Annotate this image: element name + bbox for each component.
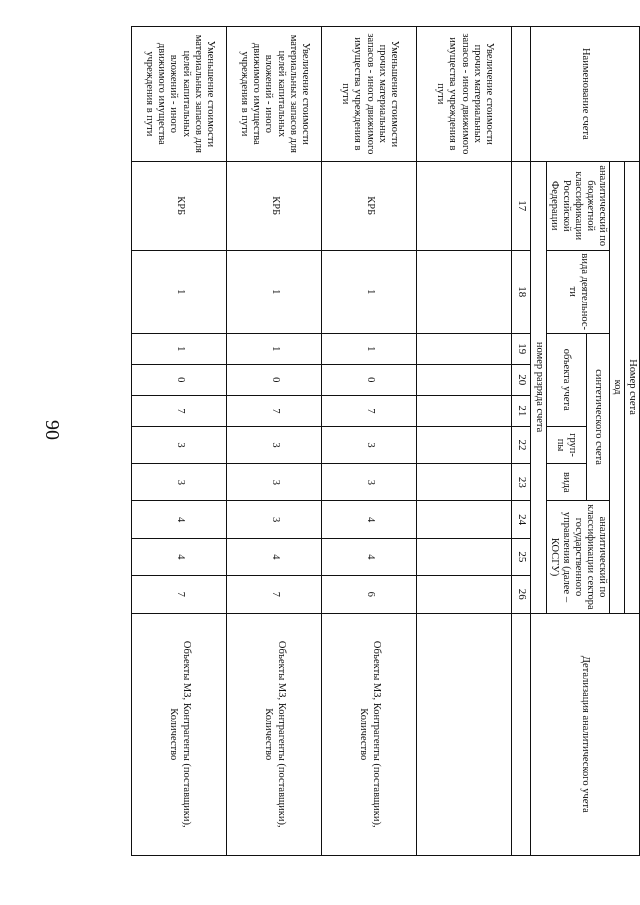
cell-digit: 1	[322, 333, 417, 364]
budget-class-header: аналитический по бюджетной классификации Российской Федерации	[546, 161, 609, 250]
cell-digit: 4	[132, 501, 227, 538]
cell-digit: 3	[227, 501, 322, 538]
cell-detail: Объекты МЗ, Контрагенты (поставщики), Количество	[132, 613, 227, 856]
column-number: 22	[512, 426, 531, 463]
cell-budget-class	[417, 161, 512, 250]
kind-header: вида	[546, 464, 587, 501]
cell-digit	[417, 464, 512, 501]
cell-activity-type	[417, 250, 512, 333]
accounts-table	[132, 26, 640, 856]
column-number: 25	[512, 538, 531, 575]
group-header: груп-пы	[546, 426, 587, 463]
cell-digit: 3	[322, 426, 417, 463]
cell-digit: 4	[322, 538, 417, 575]
cell-digit: 6	[322, 576, 417, 613]
cell-digit: 3	[322, 464, 417, 501]
account-name: Уменьшение стоимости материальных запасов для целей капитальных вложений - иного движимого имущества учреждения в пути	[132, 27, 227, 162]
digit-number-header: номер разряда счета	[531, 161, 546, 613]
cell-budget-class: КРБ	[227, 161, 322, 250]
cell-activity-type: 1	[227, 250, 322, 333]
account-name: Увеличение стоимости материальных запасов для целей капитальных вложений - иного движимого имущества учреждения в пути	[227, 27, 322, 162]
cell-digit	[417, 395, 512, 426]
account-name: Уменьшение стоимости прочих материальных запасов - иного движимого имущества учреждения в пути	[322, 27, 417, 162]
account-name: Увеличение стоимости прочих материальных запасов - иного движимого имущества учреждения в пути	[417, 27, 512, 162]
cell-detail: Объекты МЗ, Контрагенты (поставщики), Количество	[227, 613, 322, 856]
cell-detail: Объекты МЗ, Контрагенты (поставщики), Количество	[322, 613, 417, 856]
cell-digit	[417, 501, 512, 538]
cell-detail	[417, 613, 512, 856]
cell-digit: 7	[227, 576, 322, 613]
column-number: 26	[512, 576, 531, 613]
cell-digit: 1	[132, 333, 227, 364]
column-number-empty	[512, 27, 531, 162]
column-number: 21	[512, 395, 531, 426]
header-row-1	[624, 27, 639, 856]
cell-digit	[417, 538, 512, 575]
column-number: 18	[512, 250, 531, 333]
table-row	[417, 27, 512, 856]
table-row	[132, 27, 227, 856]
cell-digit: 0	[322, 364, 417, 395]
cell-digit	[417, 576, 512, 613]
cell-digit	[417, 426, 512, 463]
cell-budget-class: КРБ	[322, 161, 417, 250]
column-number: 23	[512, 464, 531, 501]
page-number: 90	[41, 420, 63, 440]
column-number: 20	[512, 364, 531, 395]
cell-digit: 4	[132, 538, 227, 575]
kosgu-header: аналитический по классификации сектора государственного управления (далее – КОСГУ)	[546, 501, 609, 613]
cell-digit: 7	[227, 395, 322, 426]
cell-digit: 0	[132, 364, 227, 395]
column-number: 17	[512, 161, 531, 250]
cell-digit: 1	[227, 333, 322, 364]
cell-digit: 3	[227, 426, 322, 463]
cell-digit: 7	[132, 576, 227, 613]
cell-digit: 7	[132, 395, 227, 426]
account-number-header: Номер счета	[624, 161, 639, 613]
rotated-table-container	[64, 26, 640, 856]
cell-digit: 0	[227, 364, 322, 395]
column-number: 19	[512, 333, 531, 364]
cell-digit	[417, 333, 512, 364]
column-number-row	[512, 27, 531, 856]
cell-activity-type: 1	[322, 250, 417, 333]
synthetic-account-header: синтетического счета	[587, 333, 610, 501]
table-row	[227, 27, 322, 856]
cell-activity-type: 1	[132, 250, 227, 333]
table-frame	[64, 26, 640, 856]
cell-digit: 3	[132, 426, 227, 463]
cell-digit: 4	[227, 538, 322, 575]
detail-header: Детализация аналитического учета	[531, 613, 640, 856]
column-number-empty	[512, 613, 531, 856]
code-header: код	[609, 161, 624, 613]
cell-digit	[417, 364, 512, 395]
column-number: 24	[512, 501, 531, 538]
cell-digit: 3	[227, 464, 322, 501]
cell-budget-class: КРБ	[132, 161, 227, 250]
cell-digit: 3	[132, 464, 227, 501]
activity-type-header: вида деятельнос-ти	[546, 250, 609, 333]
account-name-header: Наименование счета	[531, 27, 640, 162]
object-header: объекта учета	[546, 333, 587, 426]
table-row	[322, 27, 417, 856]
cell-digit: 7	[322, 395, 417, 426]
cell-digit: 4	[322, 501, 417, 538]
